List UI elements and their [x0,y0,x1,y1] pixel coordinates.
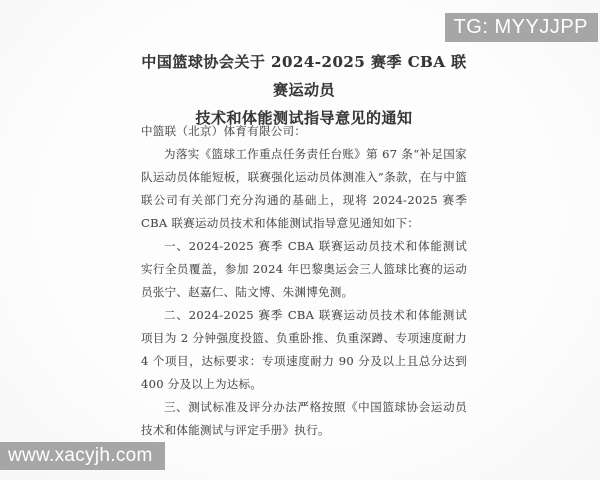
watermark-telegram-badge: TG: MYYJJPP [445,13,598,42]
notice-paragraph-item1: 一、2024-2025 赛季 CBA 联赛运动员技术和体能测试实行全员覆盖，参加 2024 年巴黎奥运会三人篮球比赛的运动员张宁、赵嘉仁、陆文博、朱渊博免测。 [141,239,467,299]
notice-salutation: 中篮联（北京）体育有限公司： [141,124,307,138]
notice-paragraph-item3: 三、测试标准及评分办法严格按照《中国篮球协会运动员技术和体能测试与评定手册》执行。 [141,400,467,437]
notice-paragraph-intro: 为落实《篮球工作重点任务责任台账》第 67 条“补足国家队运动员体能短板，联赛强化运动员体测准入”条款，在与中篮联公司有关部门充分沟通的基础上，现将 2024-2025 赛季 CBA 联赛运动员技术和体能测试指导意见通知如下： [141,147,467,230]
notice-body [141,120,467,442]
notice-title-line2: 技术和体能测试指导意见的通知 [195,109,413,127]
watermark-website-badge: www.xacyjh.com [0,442,165,470]
notice-title-line1: 中国篮球协会关于 2024-2025 赛季 CBA 联赛运动员 [141,53,467,99]
notice-paragraph-item2: 二、2024-2025 赛季 CBA 联赛运动员技术和体能测试项目为 2 分钟强度投篮、负重卧推、负重深蹲、专项速度耐力 4 个项目，达标要求：专项速度耐力 90 分及以上且总分达到 400 分及以上为达标。 [141,308,467,391]
